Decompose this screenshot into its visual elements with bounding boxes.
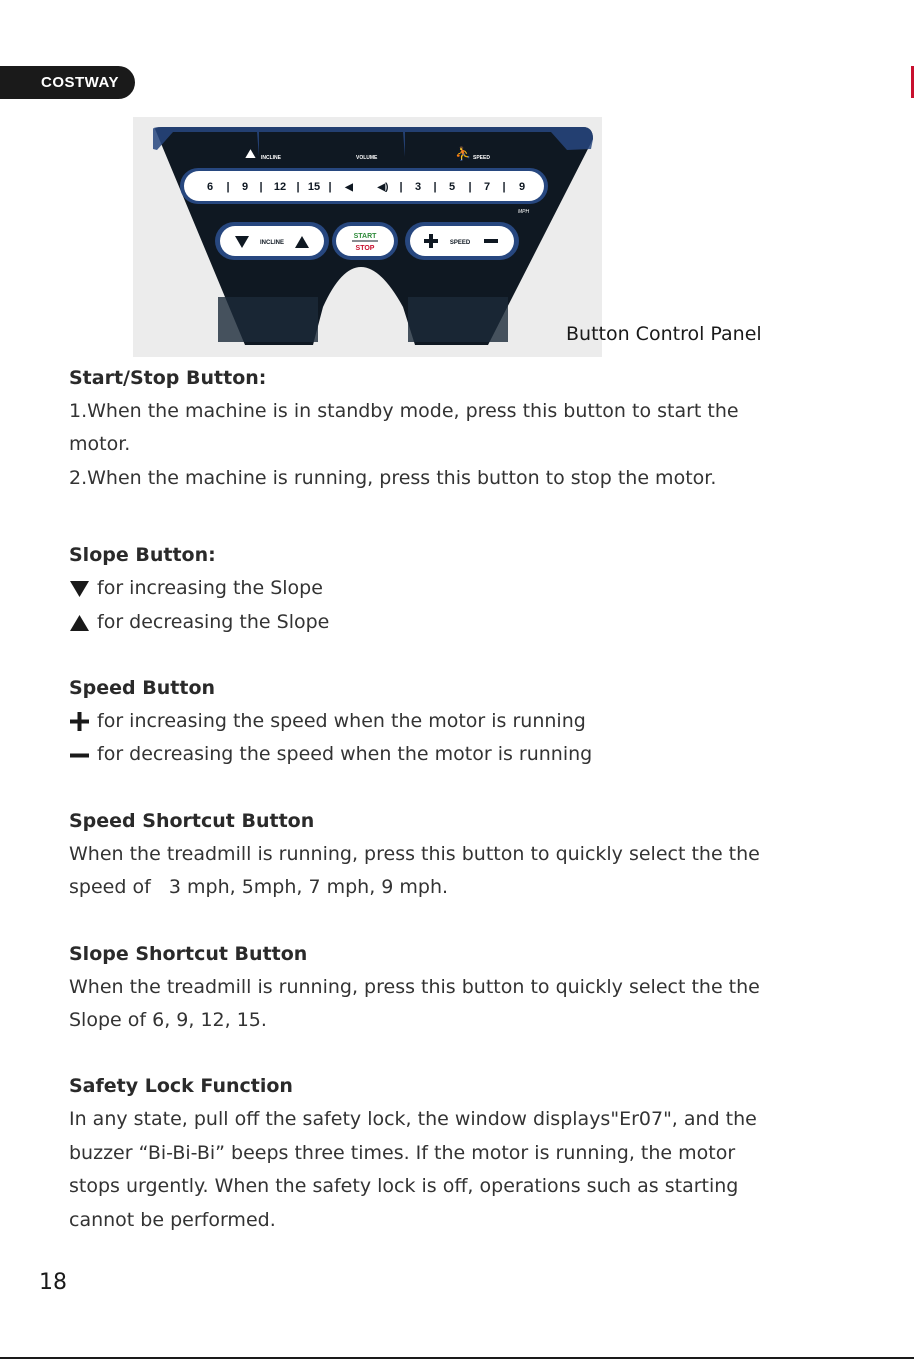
- plus-icon: [69, 711, 90, 732]
- page-number: 18: [39, 1270, 67, 1295]
- preset-divider: |: [328, 181, 332, 193]
- speed-plus-row: [69, 705, 849, 738]
- panel-speed-label: SPEED: [473, 155, 490, 161]
- slope-down-text: for increasing the Slope: [97, 577, 323, 600]
- speed-button-label: SPEED: [449, 240, 471, 246]
- runner-icon: ⛹: [455, 147, 472, 162]
- slope-down-row: [69, 572, 849, 605]
- speed-button[interactable]: [405, 222, 519, 260]
- speed-minus-icon[interactable]: [484, 239, 498, 243]
- incline-preset-6[interactable]: 6: [206, 181, 214, 193]
- control-panel-image: [133, 117, 602, 357]
- slope-shortcut-title: Slope Shortcut Button: [69, 942, 308, 965]
- panel-texture: [218, 297, 508, 342]
- panel-unit-label: MPH: [518, 209, 530, 215]
- stop-label: STOP: [355, 245, 375, 252]
- volume-up-icon[interactable]: ◀): [377, 182, 389, 193]
- speed-minus-text: for decreasing the speed when the motor is running: [97, 743, 593, 766]
- preset-divider: |: [296, 181, 300, 193]
- start-stop-title: Start/Stop Button:: [69, 367, 267, 389]
- start-stop-line-1b: motor.: [69, 433, 131, 456]
- slope-up-row: [69, 606, 849, 639]
- brand-name: COSTWAY: [41, 74, 119, 91]
- speed-shortcut-line-1: When the treadmill is running, press this button to quickly select the the: [69, 842, 760, 865]
- up-arrow-icon: [69, 612, 90, 633]
- panel-incline-label: INCLINE: [261, 155, 281, 161]
- panel-volume-label: VOLUME: [356, 155, 378, 161]
- incline-icon: ⛰: [245, 147, 256, 162]
- safety-lock-title: Safety Lock Function: [69, 1075, 293, 1098]
- speed-preset-9[interactable]: 9: [518, 181, 526, 193]
- preset-divider: |: [468, 181, 472, 193]
- incline-preset-15[interactable]: 15: [307, 181, 321, 193]
- speed-title: Speed Button: [69, 677, 216, 700]
- slope-title: Slope Button:: [69, 544, 216, 567]
- slope-shortcut-line-1: When the treadmill is running, press this button to quickly select the the: [69, 975, 760, 998]
- preset-divider: |: [502, 181, 506, 193]
- speed-shortcut-title: Speed Shortcut Button: [69, 809, 315, 832]
- incline-preset-9[interactable]: 9: [241, 181, 249, 193]
- safety-lock-line-3: stops urgently. When the safety lock is off, operations such as starting: [69, 1175, 739, 1198]
- panel-caption: Button Control Panel: [566, 323, 762, 345]
- volume-down-icon[interactable]: ◀: [345, 182, 353, 193]
- incline-preset-12[interactable]: 12: [273, 181, 287, 193]
- down-arrow-icon: [69, 578, 90, 599]
- start-stop-button[interactable]: [332, 222, 398, 260]
- start-stop-line-1: 1.When the machine is in standby mode, press this button to start the: [69, 400, 739, 422]
- safety-lock-line-4: cannot be performed.: [69, 1208, 276, 1231]
- incline-button[interactable]: [215, 222, 329, 260]
- safety-lock-line-1: In any state, pull off the safety lock, the window displays"Er07", and the: [69, 1108, 757, 1131]
- speed-plus-text: for increasing the speed when the motor is running: [97, 710, 586, 733]
- instructions: [69, 362, 849, 1237]
- preset-divider: |: [226, 181, 230, 193]
- speed-minus-row: [69, 738, 849, 771]
- speed-preset-3[interactable]: 3: [414, 181, 422, 193]
- footer-rule: [0, 1357, 914, 1359]
- slope-up-text: for decreasing the Slope: [97, 610, 330, 633]
- brand-tab: [0, 66, 135, 99]
- incline-button-label: INCLINE: [260, 240, 284, 246]
- safety-lock-line-2: buzzer “Bi-Bi-Bi” beeps three times. If the motor is running, the motor: [69, 1141, 736, 1164]
- speed-preset-7[interactable]: 7: [483, 181, 491, 193]
- start-stop-line-2: 2.When the machine is running, press this button to stop the motor.: [69, 466, 717, 489]
- speed-preset-5[interactable]: 5: [448, 181, 456, 193]
- preset-divider: |: [399, 181, 403, 193]
- preset-divider: |: [433, 181, 437, 193]
- minus-icon: [69, 745, 90, 766]
- speed-shortcut-line-2: speed of 3 mph, 5mph, 7 mph, 9 mph.: [69, 876, 449, 899]
- slope-shortcut-line-2: Slope of 6, 9, 12, 15.: [69, 1009, 267, 1032]
- preset-divider: |: [259, 181, 263, 193]
- start-label: START: [353, 233, 377, 240]
